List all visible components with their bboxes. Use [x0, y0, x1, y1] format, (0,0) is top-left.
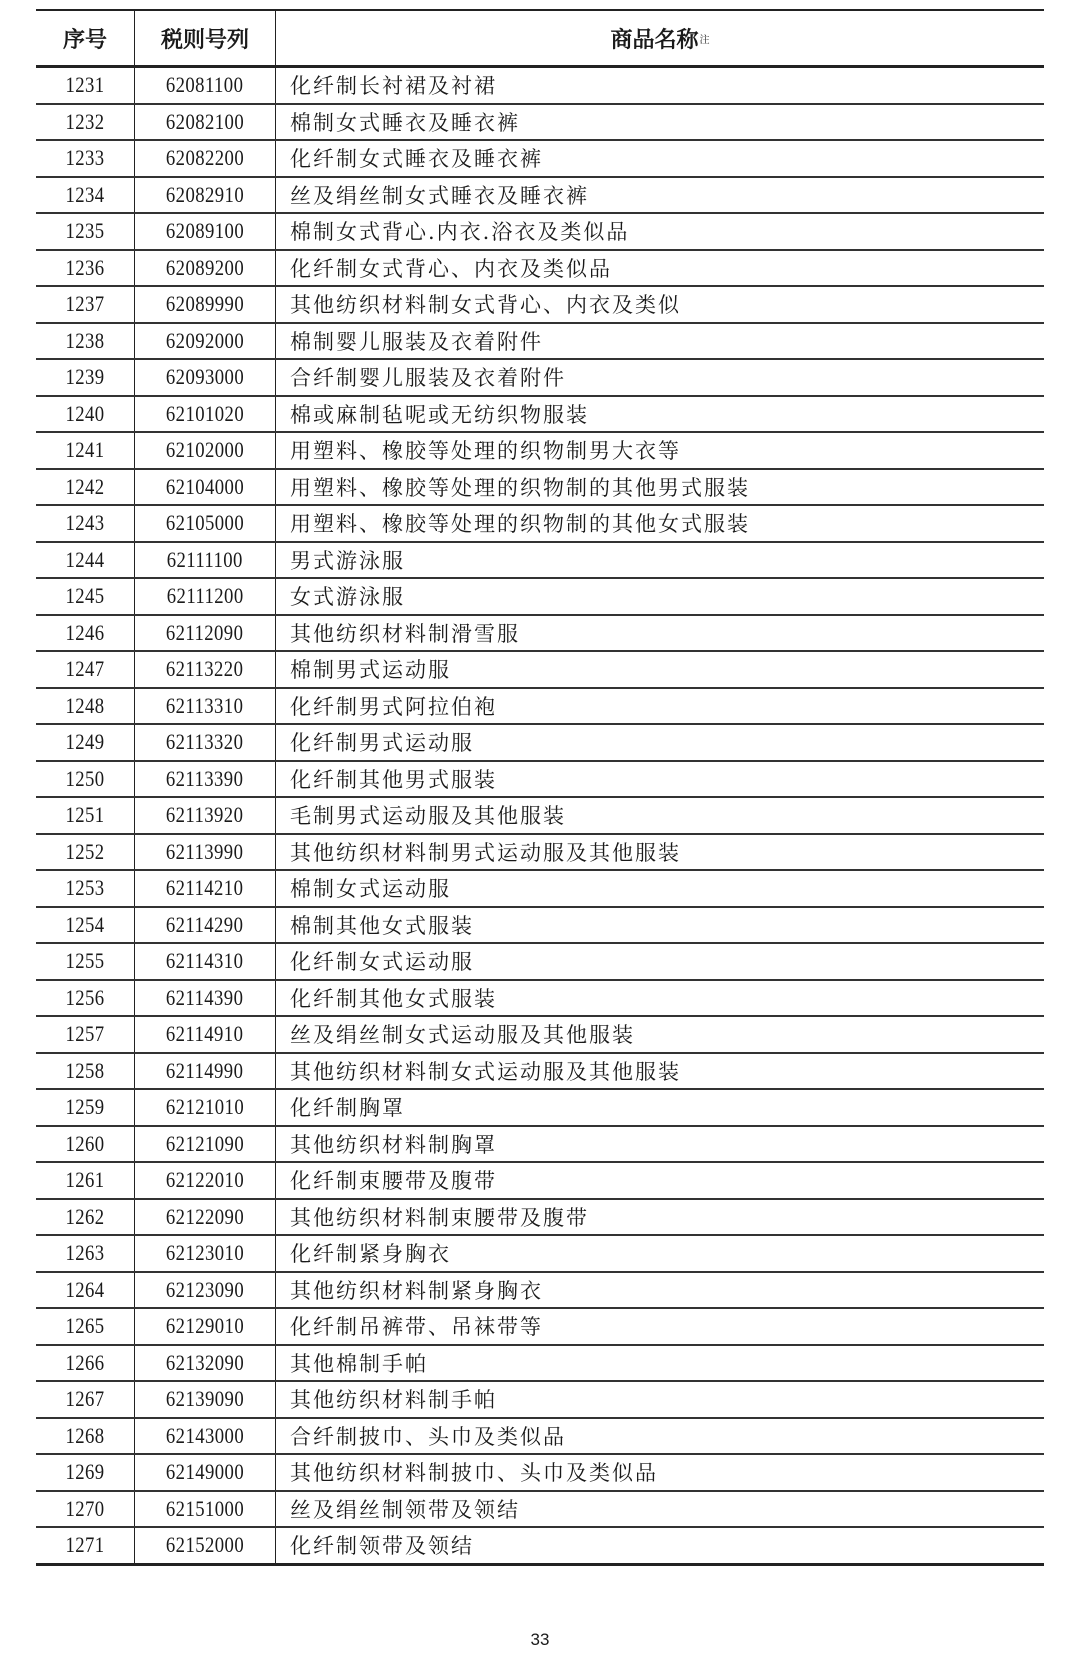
product-name-value: 其他纺织材料制女式背心、内衣及类似 — [290, 293, 681, 318]
cell-tariff-code — [135, 1419, 276, 1454]
product-name-value: 其他纺织材料制披巾、头巾及类似品 — [290, 1461, 658, 1486]
product-name-value: 其他棉制手帕 — [290, 1351, 428, 1376]
cell-product-name — [276, 68, 1044, 103]
table-row — [36, 1380, 1044, 1417]
cell-product-name — [276, 835, 1044, 870]
cell-tariff-code — [135, 470, 276, 505]
index-value: 1237 — [65, 291, 105, 317]
cell-index — [36, 360, 135, 395]
product-name-value: 其他纺织材料制束腰带及腹带 — [290, 1205, 589, 1230]
cell-tariff-code — [135, 944, 276, 979]
tariff-code-value: 62111200 — [166, 583, 244, 609]
cell-index — [36, 397, 135, 432]
cell-product-name — [276, 1236, 1044, 1271]
index-value: 1239 — [65, 364, 105, 390]
cell-tariff-code — [135, 141, 276, 176]
table-row — [36, 1417, 1044, 1454]
tariff-code-value: 62113920 — [166, 802, 244, 828]
cell-product-name — [276, 944, 1044, 979]
cell-tariff-code — [135, 214, 276, 249]
cell-index — [36, 1273, 135, 1308]
product-name-value: 男式游泳服 — [290, 548, 405, 573]
cell-index — [36, 214, 135, 249]
table-row — [36, 504, 1044, 541]
cell-tariff-code — [135, 1017, 276, 1052]
product-name-value: 其他纺织材料制男式运动服及其他服装 — [290, 840, 681, 865]
index-value: 1260 — [65, 1130, 105, 1156]
table-row — [36, 614, 1044, 651]
cell-product-name — [276, 1273, 1044, 1308]
index-value: 1236 — [65, 254, 105, 280]
cell-product-name — [276, 1492, 1044, 1527]
table-row — [36, 395, 1044, 432]
cell-product-name — [276, 1309, 1044, 1344]
table-row — [36, 1161, 1044, 1198]
tariff-code-value: 62113220 — [166, 656, 244, 682]
cell-product-name — [276, 506, 1044, 541]
cell-tariff-code — [135, 1455, 276, 1490]
cell-index — [36, 1528, 135, 1563]
product-name-value: 棉制其他女式服装 — [290, 913, 474, 938]
table-row — [36, 906, 1044, 943]
cell-product-name — [276, 543, 1044, 578]
product-name-value: 化纤制女式睡衣及睡衣裤 — [290, 147, 543, 172]
cell-index — [36, 105, 135, 140]
cell-index — [36, 652, 135, 687]
product-name-value: 棉制婴儿服装及衣着附件 — [290, 329, 543, 354]
header-note-marker: 注 — [699, 34, 710, 46]
cell-index — [36, 871, 135, 906]
table-row — [36, 176, 1044, 213]
cell-tariff-code — [135, 1200, 276, 1235]
header-tariff-code: 税则号列 — [135, 11, 276, 65]
tariff-code-value: 62123090 — [165, 1276, 245, 1302]
product-name-value: 化纤制吊裤带、吊袜带等 — [290, 1315, 543, 1340]
tariff-table — [36, 9, 1044, 1566]
cell-tariff-code — [135, 652, 276, 687]
cell-tariff-code — [135, 1127, 276, 1162]
product-name-value: 用塑料、橡胶等处理的织物制的其他女式服装 — [290, 512, 750, 537]
product-name-value: 合纤制婴儿服装及衣着附件 — [290, 366, 566, 391]
cell-index — [36, 68, 135, 103]
table-row — [36, 979, 1044, 1016]
cell-product-name — [276, 360, 1044, 395]
index-value: 1247 — [65, 656, 105, 682]
product-name-value: 化纤制紧身胸衣 — [290, 1242, 451, 1267]
cell-index — [36, 433, 135, 468]
index-value: 1235 — [65, 218, 105, 244]
tariff-code-value: 62151000 — [165, 1495, 245, 1521]
table-row — [36, 723, 1044, 760]
tariff-code-value: 62113990 — [166, 838, 244, 864]
index-value: 1264 — [65, 1276, 105, 1302]
tariff-code-value: 62114210 — [166, 875, 244, 901]
cell-index — [36, 579, 135, 614]
index-value: 1259 — [65, 1094, 105, 1120]
cell-index — [36, 835, 135, 870]
cell-index — [36, 141, 135, 176]
product-name-value: 棉或麻制毡呢或无纺织物服装 — [290, 402, 589, 427]
product-name-value: 化纤制女式背心、内衣及类似品 — [290, 256, 612, 281]
tariff-code-value: 62089990 — [165, 291, 245, 317]
tariff-code-value: 62122090 — [165, 1203, 245, 1229]
table-row — [36, 468, 1044, 505]
cell-product-name — [276, 1127, 1044, 1162]
cell-product-name — [276, 652, 1044, 687]
product-name-value: 合纤制披巾、头巾及类似品 — [290, 1424, 566, 1449]
cell-tariff-code — [135, 397, 276, 432]
cell-index — [36, 981, 135, 1016]
tariff-code-value: 62081100 — [166, 72, 244, 98]
cell-index — [36, 1236, 135, 1271]
table-row — [36, 1344, 1044, 1381]
tariff-code-value: 62093000 — [165, 364, 245, 390]
cell-product-name — [276, 798, 1044, 833]
product-name-value: 化纤制其他女式服装 — [290, 986, 497, 1011]
product-name-value: 其他纺织材料制紧身胸衣 — [290, 1278, 543, 1303]
tariff-code-value: 62121090 — [165, 1130, 245, 1156]
cell-product-name — [276, 1382, 1044, 1417]
cell-product-name — [276, 141, 1044, 176]
cell-tariff-code — [135, 798, 276, 833]
cell-tariff-code — [135, 616, 276, 651]
cell-tariff-code — [135, 908, 276, 943]
cell-product-name — [276, 324, 1044, 359]
tariff-code-value: 62089200 — [165, 254, 245, 280]
index-value: 1238 — [65, 327, 105, 353]
index-value: 1231 — [65, 72, 105, 98]
cell-index — [36, 251, 135, 286]
product-name-value: 化纤制胸罩 — [290, 1096, 405, 1121]
cell-tariff-code — [135, 68, 276, 103]
cell-index — [36, 470, 135, 505]
cell-tariff-code — [135, 1309, 276, 1344]
cell-tariff-code — [135, 871, 276, 906]
table-row — [36, 869, 1044, 906]
table-row — [36, 1490, 1044, 1527]
cell-index — [36, 798, 135, 833]
index-value: 1248 — [65, 692, 105, 718]
table-row — [36, 796, 1044, 833]
cell-index — [36, 1346, 135, 1381]
cell-index — [36, 287, 135, 322]
index-value: 1246 — [65, 619, 105, 645]
header-product-name-label: 商品名称 — [610, 26, 699, 53]
cell-product-name — [276, 908, 1044, 943]
index-value: 1255 — [65, 948, 105, 974]
cell-product-name — [276, 214, 1044, 249]
cell-index — [36, 1163, 135, 1198]
tariff-code-value: 62105000 — [165, 510, 245, 536]
tariff-code-value: 62101020 — [165, 400, 245, 426]
table-row — [36, 1088, 1044, 1125]
cell-product-name — [276, 616, 1044, 651]
cell-index — [36, 1382, 135, 1417]
table-row — [36, 942, 1044, 979]
cell-product-name — [276, 1346, 1044, 1381]
tariff-code-value: 62113390 — [166, 765, 244, 791]
cell-index — [36, 689, 135, 724]
table-row — [36, 103, 1044, 140]
product-name-value: 化纤制其他男式服装 — [290, 767, 497, 792]
cell-index — [36, 725, 135, 760]
tariff-code-value: 62123010 — [165, 1240, 245, 1266]
table-row — [36, 760, 1044, 797]
cell-index — [36, 1127, 135, 1162]
index-value: 1244 — [65, 546, 105, 572]
table-row — [36, 1125, 1044, 1162]
cell-tariff-code — [135, 178, 276, 213]
cell-tariff-code — [135, 1346, 276, 1381]
cell-tariff-code — [135, 433, 276, 468]
table-row — [36, 577, 1044, 614]
table-row — [36, 285, 1044, 322]
product-name-value: 化纤制领带及领结 — [290, 1534, 474, 1559]
cell-tariff-code — [135, 1492, 276, 1527]
table-row — [36, 212, 1044, 249]
tariff-code-value: 62114310 — [166, 948, 244, 974]
tariff-code-value: 62113320 — [166, 729, 244, 755]
table-row — [36, 1526, 1044, 1563]
cell-index — [36, 1090, 135, 1125]
table-row — [36, 833, 1044, 870]
index-value: 1256 — [65, 984, 105, 1010]
cell-product-name — [276, 579, 1044, 614]
product-name-value: 其他纺织材料制滑雪服 — [290, 621, 520, 646]
index-value: 1242 — [65, 473, 105, 499]
index-value: 1257 — [65, 1021, 105, 1047]
table-row — [36, 1198, 1044, 1235]
cell-index — [36, 178, 135, 213]
table-row — [36, 358, 1044, 395]
cell-index — [36, 762, 135, 797]
tariff-code-value: 62114910 — [166, 1021, 244, 1047]
cell-index — [36, 506, 135, 541]
product-name-value: 丝及绢丝制领带及领结 — [290, 1497, 520, 1522]
cell-product-name — [276, 178, 1044, 213]
tariff-code-value: 62143000 — [165, 1422, 245, 1448]
cell-product-name — [276, 470, 1044, 505]
tariff-code-value: 62089100 — [165, 218, 245, 244]
index-value: 1270 — [65, 1495, 105, 1521]
product-name-value: 化纤制男式运动服 — [290, 731, 474, 756]
cell-tariff-code — [135, 1382, 276, 1417]
tariff-code-value: 62102000 — [165, 437, 245, 463]
tariff-code-value: 62112090 — [166, 619, 244, 645]
page-number: 33 — [530, 1630, 550, 1649]
cell-tariff-code — [135, 762, 276, 797]
tariff-code-value: 62132090 — [165, 1349, 245, 1375]
table-row — [36, 1234, 1044, 1271]
product-name-value: 棉制女式睡衣及睡衣裤 — [290, 110, 520, 135]
cell-index — [36, 1200, 135, 1235]
cell-tariff-code — [135, 725, 276, 760]
cell-tariff-code — [135, 506, 276, 541]
cell-tariff-code — [135, 324, 276, 359]
cell-tariff-code — [135, 579, 276, 614]
index-value: 1234 — [65, 181, 105, 207]
header-product-name — [276, 11, 1044, 65]
cell-index — [36, 616, 135, 651]
cell-product-name — [276, 725, 1044, 760]
index-value: 1265 — [65, 1313, 105, 1339]
product-name-value: 女式游泳服 — [290, 585, 405, 610]
cell-tariff-code — [135, 1163, 276, 1198]
header-index: 序号 — [36, 11, 135, 65]
table-header-row — [36, 11, 1044, 66]
cell-tariff-code — [135, 251, 276, 286]
cell-product-name — [276, 689, 1044, 724]
product-name-value: 化纤制男式阿拉伯袍 — [290, 694, 497, 719]
index-value: 1232 — [65, 108, 105, 134]
cell-product-name — [276, 762, 1044, 797]
table-row — [36, 1307, 1044, 1344]
cell-tariff-code — [135, 1273, 276, 1308]
table-row — [36, 431, 1044, 468]
table-row — [36, 1015, 1044, 1052]
table-row — [36, 687, 1044, 724]
cell-tariff-code — [135, 360, 276, 395]
cell-product-name — [276, 1017, 1044, 1052]
tariff-code-value: 62114990 — [166, 1057, 244, 1083]
tariff-code-value: 62104000 — [165, 473, 245, 499]
cell-product-name — [276, 871, 1044, 906]
index-value: 1258 — [65, 1057, 105, 1083]
index-value: 1252 — [65, 838, 105, 864]
product-name-value: 其他纺织材料制手帕 — [290, 1388, 497, 1413]
cell-product-name — [276, 1455, 1044, 1490]
product-name-value: 丝及绢丝制女式睡衣及睡衣裤 — [290, 183, 589, 208]
index-value: 1266 — [65, 1349, 105, 1375]
tariff-code-value: 62114390 — [166, 984, 244, 1010]
tariff-code-value: 62139090 — [165, 1386, 245, 1412]
cell-product-name — [276, 1419, 1044, 1454]
cell-tariff-code — [135, 105, 276, 140]
tariff-code-value: 62121010 — [165, 1094, 245, 1120]
cell-index — [36, 543, 135, 578]
product-name-value: 化纤制女式运动服 — [290, 950, 474, 975]
tariff-code-value: 62122010 — [165, 1167, 245, 1193]
index-value: 1271 — [65, 1532, 105, 1558]
cell-index — [36, 1419, 135, 1454]
table-body — [36, 66, 1044, 1563]
table-row — [36, 139, 1044, 176]
index-value: 1253 — [65, 875, 105, 901]
tariff-code-value: 62113310 — [166, 692, 244, 718]
tariff-code-value: 62114290 — [166, 911, 244, 937]
product-name-value: 化纤制长衬裙及衬裙 — [290, 74, 497, 99]
cell-tariff-code — [135, 1054, 276, 1089]
index-value: 1262 — [65, 1203, 105, 1229]
cell-index — [36, 1017, 135, 1052]
product-name-value: 用塑料、橡胶等处理的织物制男大衣等 — [290, 439, 681, 464]
index-value: 1233 — [65, 145, 105, 171]
tariff-code-value: 62082200 — [165, 145, 245, 171]
product-name-value: 其他纺织材料制胸罩 — [290, 1132, 497, 1157]
cell-tariff-code — [135, 1236, 276, 1271]
tariff-code-value: 62152000 — [165, 1532, 245, 1558]
cell-tariff-code — [135, 543, 276, 578]
product-name-value: 棉制女式运动服 — [290, 877, 451, 902]
cell-tariff-code — [135, 287, 276, 322]
cell-tariff-code — [135, 1528, 276, 1563]
index-value: 1240 — [65, 400, 105, 426]
cell-tariff-code — [135, 835, 276, 870]
cell-product-name — [276, 287, 1044, 322]
product-name-value: 用塑料、橡胶等处理的织物制的其他男式服装 — [290, 475, 750, 500]
tariff-code-value: 62129010 — [165, 1313, 245, 1339]
index-value: 1261 — [65, 1167, 105, 1193]
cell-product-name — [276, 1054, 1044, 1089]
product-name-value: 棉制男式运动服 — [290, 658, 451, 683]
tariff-code-value: 62082910 — [165, 181, 245, 207]
cell-product-name — [276, 1090, 1044, 1125]
cell-product-name — [276, 1528, 1044, 1563]
cell-index — [36, 944, 135, 979]
table-row — [36, 1052, 1044, 1089]
cell-tariff-code — [135, 1090, 276, 1125]
tariff-code-value: 62149000 — [165, 1459, 245, 1485]
table-row — [36, 650, 1044, 687]
product-name-value: 其他纺织材料制女式运动服及其他服装 — [290, 1059, 681, 1084]
product-name-value: 毛制男式运动服及其他服装 — [290, 804, 566, 829]
cell-index — [36, 1455, 135, 1490]
index-value: 1243 — [65, 510, 105, 536]
index-value: 1269 — [65, 1459, 105, 1485]
cell-index — [36, 1492, 135, 1527]
table-row — [36, 541, 1044, 578]
index-value: 1263 — [65, 1240, 105, 1266]
table-row — [36, 249, 1044, 286]
product-name-value: 丝及绢丝制女式运动服及其他服装 — [290, 1023, 635, 1048]
cell-product-name — [276, 251, 1044, 286]
index-value: 1268 — [65, 1422, 105, 1448]
index-value: 1245 — [65, 583, 105, 609]
index-value: 1254 — [65, 911, 105, 937]
table-row — [36, 1271, 1044, 1308]
cell-tariff-code — [135, 981, 276, 1016]
cell-product-name — [276, 1200, 1044, 1235]
index-value: 1250 — [65, 765, 105, 791]
index-value: 1249 — [65, 729, 105, 755]
cell-product-name — [276, 397, 1044, 432]
cell-product-name — [276, 981, 1044, 1016]
cell-product-name — [276, 433, 1044, 468]
table-row — [36, 322, 1044, 359]
cell-product-name — [276, 1163, 1044, 1198]
table-row — [36, 1453, 1044, 1490]
cell-product-name — [276, 105, 1044, 140]
index-value: 1251 — [65, 802, 105, 828]
cell-index — [36, 1309, 135, 1344]
cell-index — [36, 1054, 135, 1089]
cell-index — [36, 324, 135, 359]
index-value: 1241 — [65, 437, 105, 463]
tariff-code-value: 62111100 — [166, 546, 244, 572]
index-value: 1267 — [65, 1386, 105, 1412]
tariff-code-value: 62092000 — [165, 327, 245, 353]
product-name-value: 化纤制束腰带及腹带 — [290, 1169, 497, 1194]
tariff-code-value: 62082100 — [165, 108, 245, 134]
product-name-value: 棉制女式背心.内衣.浴衣及类似品 — [290, 220, 630, 245]
table-row — [36, 66, 1044, 103]
cell-tariff-code — [135, 689, 276, 724]
cell-index — [36, 908, 135, 943]
